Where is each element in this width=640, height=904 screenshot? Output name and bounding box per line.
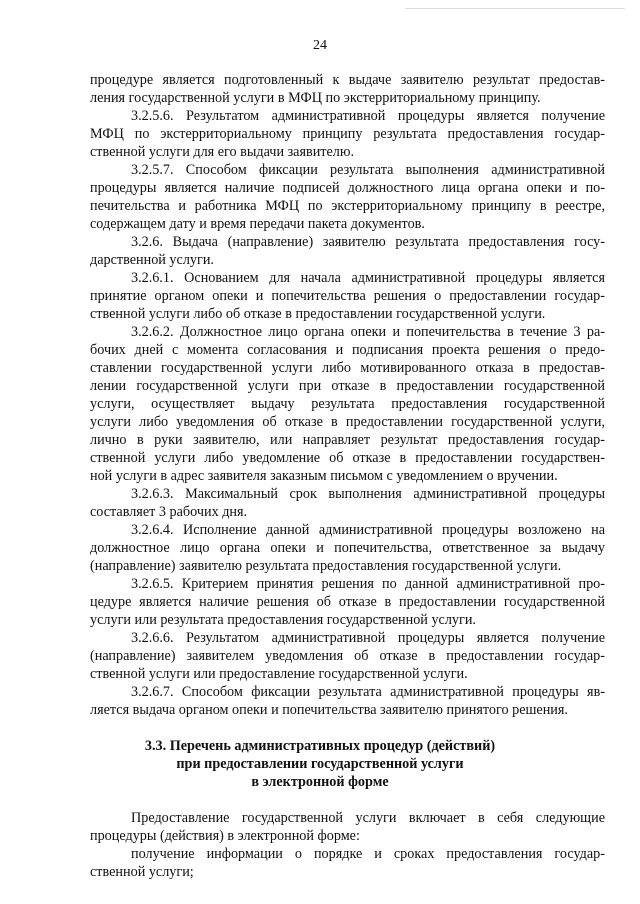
page-number: 24 [313,38,327,53]
text-line: ляется выдача органом опеки и попечительства заявителю принятого решения. [90,702,568,718]
text-line: (направление) заявителем уведомления об отказе в предоставлении государ- [90,648,605,664]
text-line: процедуры (действия) в электронной форме: [90,828,360,844]
text-line: МФЦ по экстерриториальному принципу результата предоставления государ- [90,126,605,142]
text-line: лении государственной услуги при отказе в предоставлении государственной [90,378,605,394]
text-line: печительства и работника МФЦ по экстерриториальному принципу в реестре, [90,198,605,214]
paragraph-start-line: 3.2.6. Выдача (направление) заявителю результата предоставления госу- [131,234,605,250]
text-line: услуги, осуществляет выдачу результата предоставления государственной [90,396,605,412]
paragraph-start-line: 3.2.5.7. Способом фиксации результата выполнения административной [131,162,605,178]
text-line: ления государственной услуги в МФЦ по экстерриториальному принципу. [90,90,541,106]
text-line: дарственной услуги. [90,252,214,268]
text-line: цедуре является наличие решения об отказе в предоставлении государственной [90,594,605,610]
text-line: ственной услуги или предоставление государственной услуги. [90,666,468,682]
section-heading-line: 3.3. Перечень административных процедур (действий) [144,738,496,754]
paragraph-start-line: 3.2.6.1. Основанием для начала административной процедуры является [131,270,605,286]
text-line: ственной услуги либо об отказе в предоставлении государственной услуги. [90,306,546,322]
paragraph-start-line: 3.2.5.6. Результатом административной процедуры является получение [131,108,605,124]
paragraph-start-line: 3.2.6.5. Критерием принятия решения по данной административной про- [131,576,605,592]
text-line: ственной услуги для его выдачи заявителю. [90,144,355,160]
text-line: (направление) заявителю результата предоставления государственной услуги. [90,558,562,574]
text-line: принятие органом опеки и попечительства решения о предоставлении государ- [90,288,605,304]
text-line: содержащем дату и время передачи пакета документов. [90,216,425,232]
text-line: процедуры является наличие подписей должностного лица органа опеки и по- [90,180,605,196]
paragraph-start-line: Предоставление государственной услуги включает в себя следующие [131,810,605,826]
text-line: услуги или результата предоставления государственной услуги. [90,612,476,628]
paragraph-start-line: 3.2.6.2. Должностное лицо органа опеки и попечительства в течение 3 ра- [131,324,605,340]
paragraph-start-line: 3.2.6.3. Максимальный срок выполнения административной процедуры [131,486,605,502]
paragraph-start-line: получение информации о порядке и сроках предоставления государ- [131,846,605,862]
text-line: лично в руки заявителю, или направляет результат предоставления государ- [90,432,605,448]
text-line: должностное лицо органа опеки и попечительства, ответственное за выдачу [90,540,605,556]
text-line: услуги либо уведомления об отказе в предоставлении государственной услуги, [90,414,605,430]
text-line: ной услуги в адрес заявителя заказным письмом с уведомлением о вручении. [90,468,558,484]
text-line: бочих дней с момента согласования и подписания проекта решения о предо- [90,342,605,358]
section-heading-line: в электронной форме [251,774,389,790]
paragraph-start-line: 3.2.6.6. Результатом административной процедуры является получение [131,630,605,646]
text-line: ставлении государственной услуги либо мотивированного отказа в предостав- [90,360,605,376]
section-heading-line: при предоставлении государственной услуги [176,756,464,772]
paragraph-start-line: 3.2.6.4. Исполнение данной административной процедуры возложено на [131,522,605,538]
text-line: ственной услуги; [90,864,194,880]
paragraph-start-line: 3.2.6.7. Способом фиксации результата административной процедуры яв- [131,684,605,700]
scan-edge-rule [405,8,625,9]
text-line: процедуре является подготовленный к выдаче заявителю результат предостав- [90,72,605,88]
text-line: составляет 3 рабочих дня. [90,504,248,520]
text-line: ственной услуги либо уведомление об отказе в предоставлении государствен- [90,450,605,466]
